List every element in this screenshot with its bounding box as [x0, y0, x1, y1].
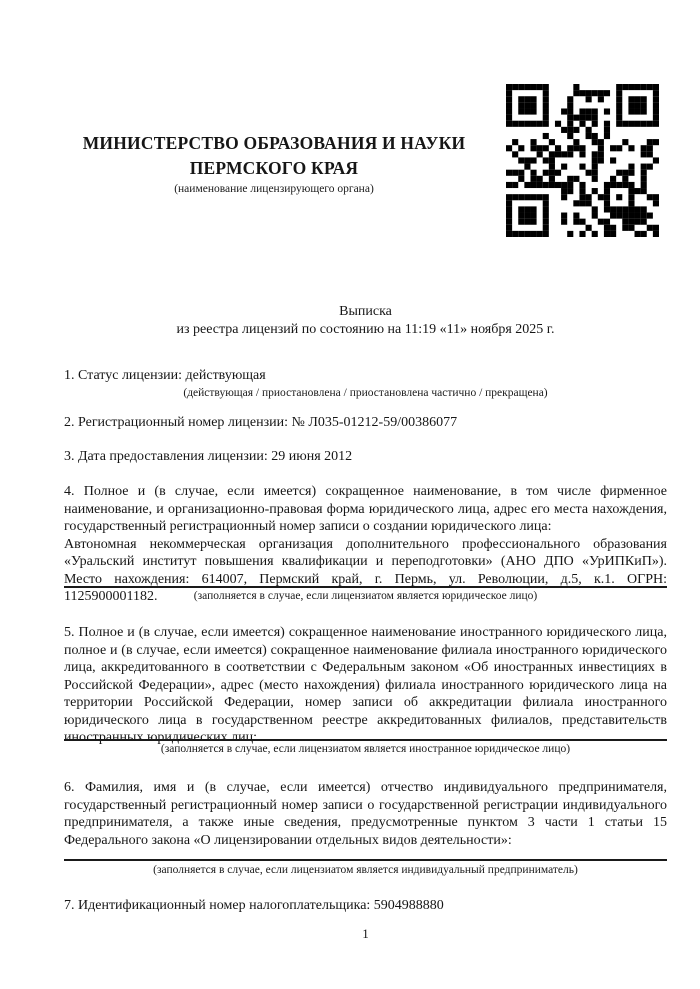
ministry-name-line2: ПЕРМСКОГО КРАЯ: [189, 158, 359, 178]
ministry-name-line1: МИНИСТЕРСТВО ОБРАЗОВАНИЯ И НАУКИ: [82, 133, 466, 153]
item-registration-number: 2. Регистрационный номер лицензии: № Л035-01212-59/00386077: [64, 415, 458, 430]
item-foreign-entity: 5. Полное и (в случае, если имеется) сокращенное наименование иностранного юридического лица, полное и (в случае, если имеется) сокращенное наименование филиала иностранного юридического лица, аккредитованного в соответствии с Федеральным законом «Об иностранных инвестициях в Российской Федерации», адрес (место нахождения) филиала иностранного юридического лица на территории Российской Федерации, номер записи об аккредитации филиала иностранного юридического лица в государственном реестре аккредитованных филиалов, представительств иностранных юридических лиц:: [64, 625, 667, 745]
item-legal-entity-intro: 4. Полное и (в случае, если имеется) сокращенное наименование, в том числе фирменное наименование, и организационно-правовая форма юридического лица, адрес его места нахождения, государственный регистрационный номер записи о создании юридического лица:: [64, 484, 667, 534]
item-license-status-caption: (действующая / приостановлена / приостановлена частично / прекращена): [183, 387, 548, 399]
item-entrepreneur: 6. Фамилия, имя и (в случае, если имеется) отчество индивидуального предпринимателя, государственный регистрационный номер записи о государственной регистрации индивидуального предпринимателя, а также иные сведения, предусмотренные пунктом 3 части 1 статьи 15 Федерального закона «О лицензировании отдельных видов деятельности»:: [64, 780, 667, 848]
licensing-authority-header: [64, 131, 484, 196]
document-title-line1: Выписка: [339, 304, 392, 319]
legal-entity-underline: [64, 586, 667, 588]
item-license-status: 1. Статус лицензии: действующая: [64, 368, 266, 383]
item-legal-entity-caption: (заполняется в случае, если лицензиатом является юридическое лицо): [193, 590, 538, 602]
item-foreign-entity-caption: (заполняется в случае, если лицензиатом является иностранное юридическое лицо): [160, 743, 571, 755]
item-taxpayer-id: 7. Идентификационный номер налогоплательщика: 5904988880: [64, 898, 444, 913]
page-number: 1: [362, 926, 369, 941]
foreign-entity-underline: [64, 739, 667, 741]
item-entrepreneur-caption: (заполняется в случае, если лицензиатом является индивидуальный предприниматель): [153, 864, 578, 876]
item-legal-entity-value: Автономная некоммерческая организация дополнительного профессионального образования «Уральский институт повышения квалификации и переподготовки» (АНО ДПО «УрИПКиП»). Место нахождения: 614007, Пермский край, г. Пермь, ул. Революции, д.5, к.1. ОГРН: 1125900001182.: [64, 536, 667, 604]
document-title-line2: из реестра лицензий по состоянию на 11:19 «11» ноября 2025 г.: [176, 321, 555, 337]
authority-caption: (наименование лицензирующего органа): [174, 183, 374, 195]
entrepreneur-underline: [64, 859, 667, 861]
item-grant-date: 3. Дата предоставления лицензии: 29 июня 2012: [64, 449, 353, 464]
qr-code-icon: [506, 84, 659, 237]
document-title: [64, 303, 667, 338]
